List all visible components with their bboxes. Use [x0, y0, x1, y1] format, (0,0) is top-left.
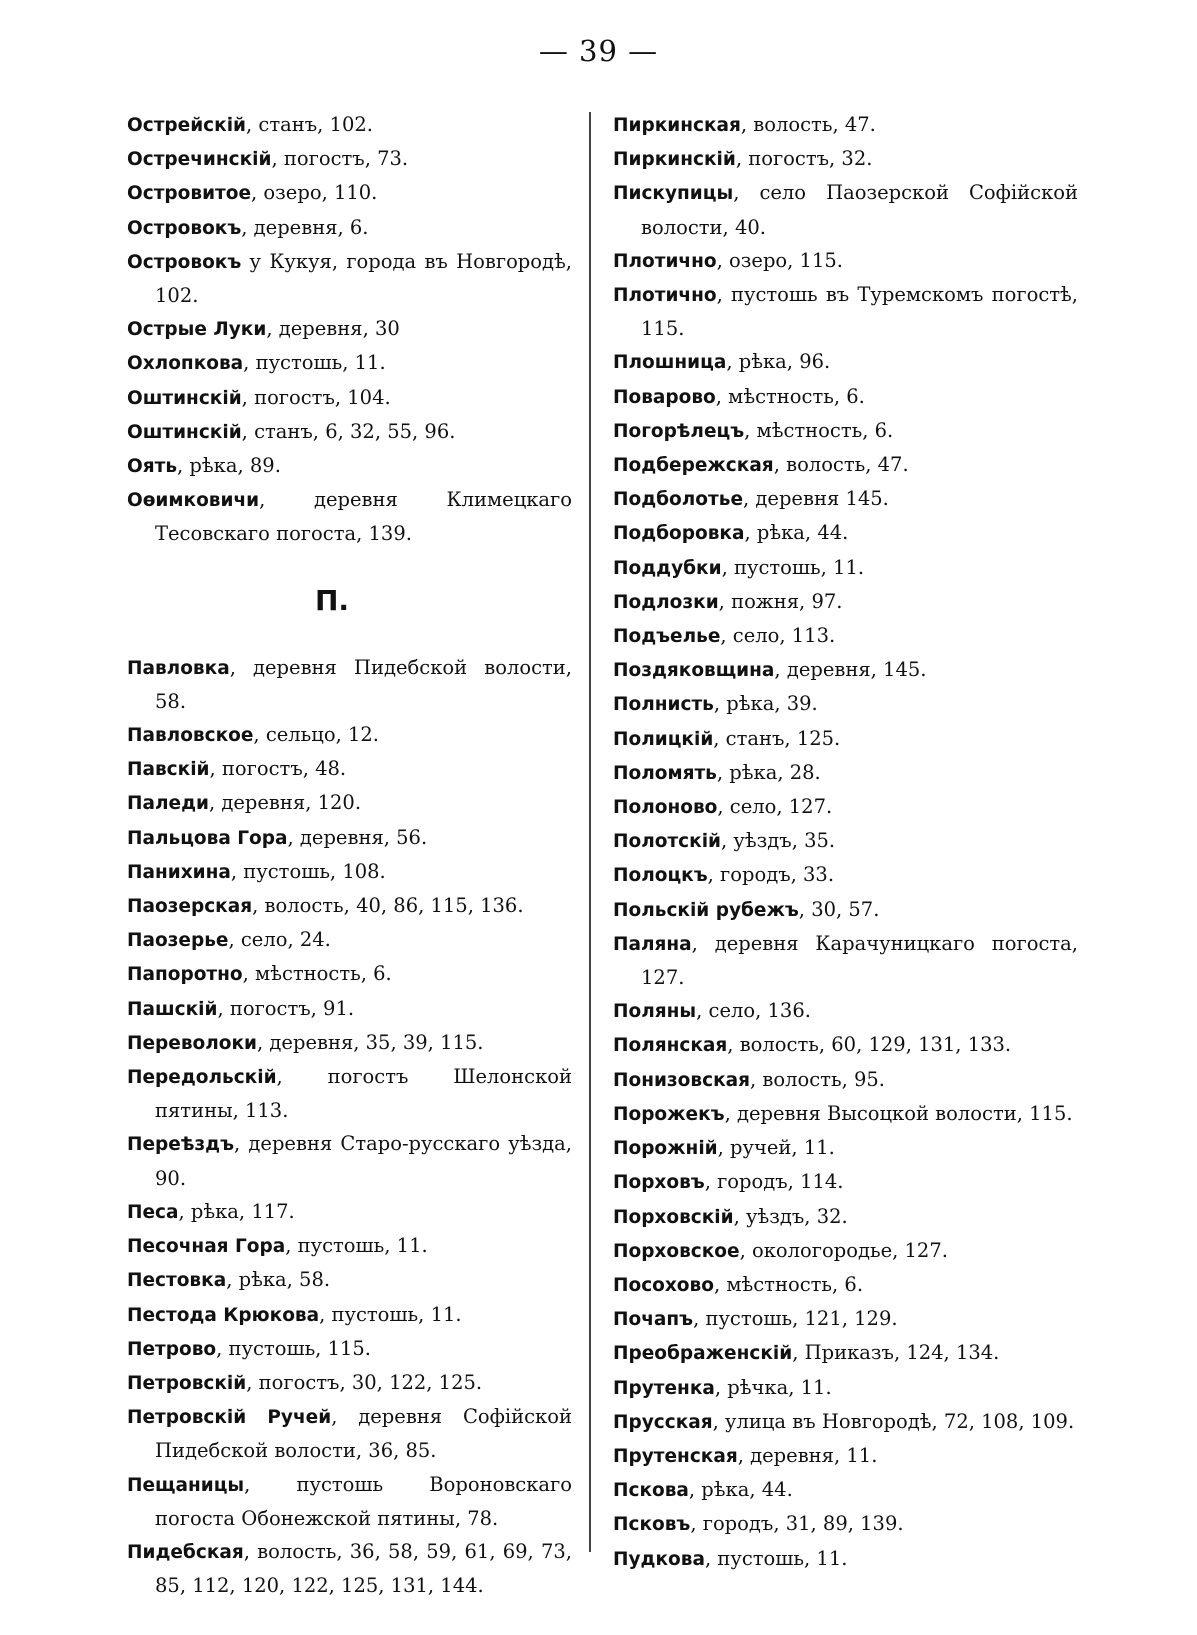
index-entry: [127, 1060, 572, 1127]
entry-term: Оштинскій: [127, 421, 242, 443]
index-entry: [127, 1332, 572, 1366]
entry-term: Поздяковщина: [613, 660, 775, 682]
index-entry: [127, 718, 572, 752]
entry-term: Пскова: [613, 1480, 689, 1502]
entry-details: , пустошь, 11.: [243, 351, 386, 375]
entry-term: Порховскій: [613, 1206, 734, 1228]
entry-term: Поломять: [613, 762, 717, 784]
entry-term: Остречинскій: [127, 149, 272, 171]
entry-term: Папоротно: [127, 964, 243, 986]
entry-term: Пискупицы: [613, 183, 734, 205]
entry-term: Оштинскій: [127, 387, 242, 409]
entry-term: Охлопкова: [127, 353, 244, 375]
entry-details: , волость, 47.: [773, 453, 909, 477]
entry-details: , погостъ, 91.: [217, 996, 355, 1020]
entry-details: , пустошь, 11.: [319, 1302, 462, 1326]
index-entry: [127, 1298, 572, 1332]
entry-details: , пустошь, 11.: [285, 1234, 428, 1258]
index-entry: [613, 653, 1078, 687]
entry-term: Подлозки: [613, 591, 719, 613]
entry-details: , городъ, 31, 89, 139.: [690, 1512, 904, 1536]
entry-details: , пустошь, 11.: [721, 555, 865, 579]
index-entry: [613, 1234, 1078, 1268]
entry-term: Паляна: [613, 933, 692, 955]
entry-details: , волость, 95.: [750, 1067, 885, 1091]
entry-details: , село, 136.: [696, 999, 811, 1023]
index-entry: [613, 824, 1078, 858]
entry-term: Полянская: [613, 1035, 728, 1057]
left-entries-p: [127, 651, 572, 1603]
entry-details: , мѣстность, 6.: [713, 1272, 864, 1296]
index-entry: [613, 756, 1078, 790]
entry-term: Полнисть: [613, 694, 714, 716]
entry-details: , озеро, 110.: [251, 181, 378, 205]
index-entry: [613, 1063, 1078, 1097]
index-entry: [127, 415, 572, 449]
entry-term: Полицкій: [613, 728, 714, 750]
entry-term: Порховское: [613, 1240, 740, 1262]
index-entry: [613, 108, 1078, 142]
entry-term: Павскій: [127, 759, 210, 781]
entry-term: Паледи: [127, 793, 209, 815]
index-entry: [613, 380, 1078, 414]
index-entry: [127, 786, 572, 820]
entry-term: Посохово: [613, 1274, 714, 1296]
entry-details: , деревня, 120.: [208, 791, 362, 815]
entry-term: Пиркинская: [613, 115, 741, 136]
entry-details: , уѣздъ, 32.: [733, 1204, 848, 1228]
entry-term: Пидебская: [127, 1541, 244, 1563]
entry-details: , деревня 145.: [743, 487, 889, 511]
index-entry: [613, 1439, 1078, 1473]
entry-details: , деревня Пидебской волости, 58.: [155, 655, 572, 713]
entry-term: Пальцова Гора: [127, 827, 288, 849]
entry-term: Подборовка: [613, 523, 745, 545]
entry-details: , село, 127.: [717, 795, 833, 819]
entry-term: Павловка: [127, 657, 230, 679]
entry-term: Оять: [127, 456, 178, 478]
index-entry: [613, 722, 1078, 756]
entry-term: Подъелье: [613, 626, 721, 648]
entry-details: , рѣка, 44.: [744, 521, 849, 545]
entry-term: Переѣздъ: [127, 1134, 235, 1156]
index-entry: [613, 551, 1078, 585]
entry-details: , деревня Высоцкой волости, 115.: [724, 1101, 1073, 1125]
entry-details: , деревня, 30: [266, 317, 400, 341]
entry-term: Панихина: [127, 861, 231, 883]
index-entry: [613, 619, 1078, 653]
entry-term: Пудкова: [613, 1548, 705, 1570]
entry-term: Прусская: [613, 1411, 713, 1433]
entry-details: , мѣстность, 6.: [242, 962, 392, 986]
entry-details: , деревня Софійской Пидебской волости, 36, 85.: [155, 1405, 572, 1463]
index-entry: [613, 1371, 1078, 1405]
entry-term: Переволоки: [127, 1032, 258, 1054]
index-entry: [613, 448, 1078, 482]
index-entry: [127, 1400, 572, 1467]
entry-details: , Приказъ, 124, 134.: [792, 1341, 1000, 1365]
entry-details: , волость, 36, 58, 59, 61, 69, 73, 85, 112, 120, 122, 125, 131, 144.: [155, 1539, 572, 1598]
entry-term: Подболотье: [613, 489, 743, 511]
entry-details: , село, 113.: [720, 624, 836, 648]
index-entry: [127, 1535, 572, 1602]
entry-term: Порховъ: [613, 1172, 705, 1194]
entry-details: , окологородье, 127.: [739, 1238, 948, 1262]
entry-term: Паозерская: [127, 896, 253, 918]
index-entry: [127, 1026, 572, 1060]
entry-details: , улица въ Новгородѣ, 72, 108, 109.: [712, 1409, 1075, 1433]
entry-details: , рѣка, 44.: [688, 1478, 793, 1502]
index-entry: [613, 142, 1078, 176]
index-entry: [613, 994, 1078, 1028]
entry-details: , погостъ, 30, 122, 125.: [246, 1370, 483, 1394]
entry-details: , деревня, 56.: [287, 825, 428, 849]
entry-term: Петровскій Ручей: [127, 1407, 332, 1429]
index-entry: [127, 381, 572, 415]
index-entry: [127, 651, 572, 718]
entry-details: , рѣка, 58.: [226, 1268, 331, 1292]
index-entry: [127, 1366, 572, 1400]
index-entry: [613, 1405, 1078, 1439]
index-entry: [127, 449, 572, 483]
entry-details: , село, 24.: [228, 928, 331, 952]
index-entry: [127, 1229, 572, 1263]
column-divider: [589, 112, 591, 1552]
entry-term: Петровскій: [127, 1372, 247, 1394]
index-entry: [613, 1028, 1078, 1062]
right-column: [613, 108, 1078, 1576]
entry-term: Поддубки: [613, 557, 722, 579]
left-column: [127, 108, 572, 1602]
index-entry: [127, 889, 572, 923]
index-entry: [613, 1268, 1078, 1302]
entry-term: Пиркинскій: [613, 149, 736, 171]
entry-details: , деревня, 145.: [774, 658, 927, 682]
index-entry: [127, 1195, 572, 1229]
entry-details: , деревня, 6.: [241, 215, 369, 239]
entry-details: , рѣка, 89.: [177, 454, 281, 478]
index-entry: [613, 1473, 1078, 1507]
entry-term: Полотскій: [613, 831, 722, 853]
entry-details: , волость, 60, 129, 131, 133.: [727, 1033, 1012, 1057]
index-entry: [127, 108, 572, 142]
entry-details: , 30, 57.: [798, 897, 880, 921]
index-entry: [613, 927, 1078, 994]
entry-term: Погорѣлецъ: [613, 420, 745, 442]
index-entry: [613, 790, 1078, 824]
entry-term: Песочная Гора: [127, 1236, 286, 1258]
entry-term: Подбережская: [613, 455, 774, 477]
entry-details: , рѣчка, 11.: [714, 1375, 832, 1399]
index-entry: [127, 855, 572, 889]
entry-term: Острейскій: [127, 115, 246, 136]
entry-details: , деревня, 11.: [737, 1443, 878, 1467]
entry-term: Порожній: [613, 1138, 718, 1160]
entry-term: Островокъ: [127, 217, 242, 239]
entry-term: Поляны: [613, 1001, 697, 1023]
entry-details: , станъ, 125.: [713, 726, 841, 750]
entry-term: Плошница: [613, 352, 727, 374]
index-entry: [127, 211, 572, 245]
entry-details: , погостъ, 48.: [209, 757, 347, 781]
entry-details: , пустошь, 11.: [704, 1546, 848, 1570]
entry-details: , волость, 40, 86, 115, 136.: [252, 894, 524, 918]
index-entry: [613, 482, 1078, 516]
entry-details: , погостъ Шелонской пятины, 113.: [155, 1065, 572, 1123]
entry-details: , деревня Карачуницкаго погоста, 127.: [641, 931, 1078, 990]
index-entry: [127, 142, 572, 176]
index-entry: [613, 516, 1078, 550]
entry-details: , городъ, 114.: [704, 1170, 844, 1194]
entry-details: , пустошь, 121, 129.: [693, 1307, 898, 1331]
entry-term: Полоцкъ: [613, 865, 708, 887]
entry-details: , мѣстность, 6.: [715, 384, 865, 408]
index-entry: [127, 752, 572, 786]
entry-term: Преображенскій: [613, 1343, 793, 1365]
entry-term: Пестода Крюкова: [127, 1304, 320, 1326]
entry-details: , станъ, 6, 32, 55, 96.: [241, 419, 456, 443]
entry-details: , городъ, 33.: [707, 863, 835, 887]
entry-details: у Кукуя, города въ Новгородѣ, 102.: [155, 249, 572, 308]
index-entry: [613, 1165, 1078, 1199]
index-entry: [127, 483, 572, 550]
entry-details: , пустошь, 108.: [230, 859, 386, 883]
entry-details: , станъ, 102.: [246, 113, 373, 136]
entry-term: Острые Луки: [127, 319, 267, 341]
entry-term: Поварово: [613, 386, 716, 408]
index-entry: [613, 585, 1078, 619]
entry-term: Прутенская: [613, 1445, 738, 1467]
entry-term: Песа: [127, 1201, 179, 1223]
index-entry: [613, 1336, 1078, 1370]
index-entry: [613, 1302, 1078, 1336]
entry-details: , рѣка, 96.: [726, 350, 831, 374]
entry-term: Паозерье: [127, 930, 229, 952]
index-entry: [613, 1131, 1078, 1165]
entry-details: , пустошь Вороновскаго погоста Обонежской пятины, 78.: [155, 1472, 572, 1530]
index-entry: [613, 1507, 1078, 1541]
index-entry: [127, 957, 572, 991]
entry-details: , рѣка, 39.: [713, 692, 818, 716]
entry-term: Полоново: [613, 797, 718, 819]
entry-term: Плотично: [613, 285, 717, 307]
index-entry: [127, 821, 572, 855]
index-entry: [613, 244, 1078, 278]
index-entry: [613, 858, 1078, 892]
entry-details: , деревня Старо-русскаго уѣзда, 90.: [155, 1132, 572, 1190]
entry-details: , погостъ, 73.: [271, 147, 409, 171]
index-entry: [613, 345, 1078, 379]
index-entry: [127, 923, 572, 957]
entry-details: , село Паозерской Софійской волости, 40.: [641, 181, 1078, 239]
entry-term: Пестовка: [127, 1270, 227, 1292]
entry-term: Польскій рубежъ: [613, 899, 799, 921]
left-entries-o: [127, 108, 572, 551]
index-entry: [613, 1542, 1078, 1576]
index-entry: [127, 1263, 572, 1297]
entry-term: Передольскій: [127, 1067, 277, 1089]
entry-details: , волость, 47.: [740, 113, 876, 136]
index-entry: [127, 245, 572, 312]
index-entry: [613, 687, 1078, 721]
index-entry: [613, 176, 1078, 243]
entry-details: , уѣздъ, 35.: [721, 829, 836, 853]
entry-details: , рѣка, 28.: [716, 760, 821, 784]
index-entry: [127, 312, 572, 346]
entry-details: , погостъ, 104.: [241, 385, 391, 409]
entry-term: Порожекъ: [613, 1103, 725, 1125]
index-entry: [127, 992, 572, 1026]
entry-term: Прутенка: [613, 1377, 715, 1399]
entry-term: Островокъ: [127, 251, 242, 273]
index-entry: [127, 1127, 572, 1194]
index-entry: [613, 278, 1078, 345]
page-number: — 39 —: [538, 34, 659, 68]
index-entry: [127, 176, 572, 210]
entry-term: Плотично: [613, 250, 717, 272]
entry-details: , ручей, 11.: [717, 1136, 835, 1160]
entry-term: Павловское: [127, 725, 254, 747]
index-entry: [613, 1200, 1078, 1234]
right-entries-p: [613, 108, 1078, 1576]
entry-details: , пустошь въ Туремскомъ погостѣ, 115.: [641, 283, 1078, 341]
entry-term: Псковъ: [613, 1514, 691, 1536]
entry-details: , сельцо, 12.: [253, 723, 379, 747]
entry-details: , деревня, 35, 39, 115.: [257, 1030, 484, 1054]
entry-term: Пещаницы: [127, 1474, 245, 1496]
entry-term: Оѳимковичи: [127, 490, 260, 512]
entry-term: Петрово: [127, 1338, 217, 1360]
entry-term: Островитое: [127, 183, 252, 205]
entry-term: Почапъ: [613, 1309, 694, 1331]
entry-term: Пашскій: [127, 998, 218, 1020]
index-entry: [127, 346, 572, 380]
entry-details: , озеро, 115.: [716, 248, 843, 272]
entry-details: , пустошь, 115.: [216, 1336, 372, 1360]
entry-details: , мѣстность, 6.: [744, 418, 894, 442]
entry-details: , деревня Климецкаго Тесовскаго погоста, 139.: [155, 488, 572, 546]
index-entry: [613, 414, 1078, 448]
entry-details: , погостъ, 32.: [735, 147, 873, 171]
entry-details: , пожня, 97.: [718, 589, 843, 613]
entry-details: , рѣка, 117.: [178, 1199, 295, 1223]
index-entry: [127, 1468, 572, 1535]
index-entry: [613, 1097, 1078, 1131]
section-letter-heading: П.: [314, 583, 350, 617]
entry-term: Понизовская: [613, 1069, 750, 1091]
index-entry: [613, 893, 1078, 927]
